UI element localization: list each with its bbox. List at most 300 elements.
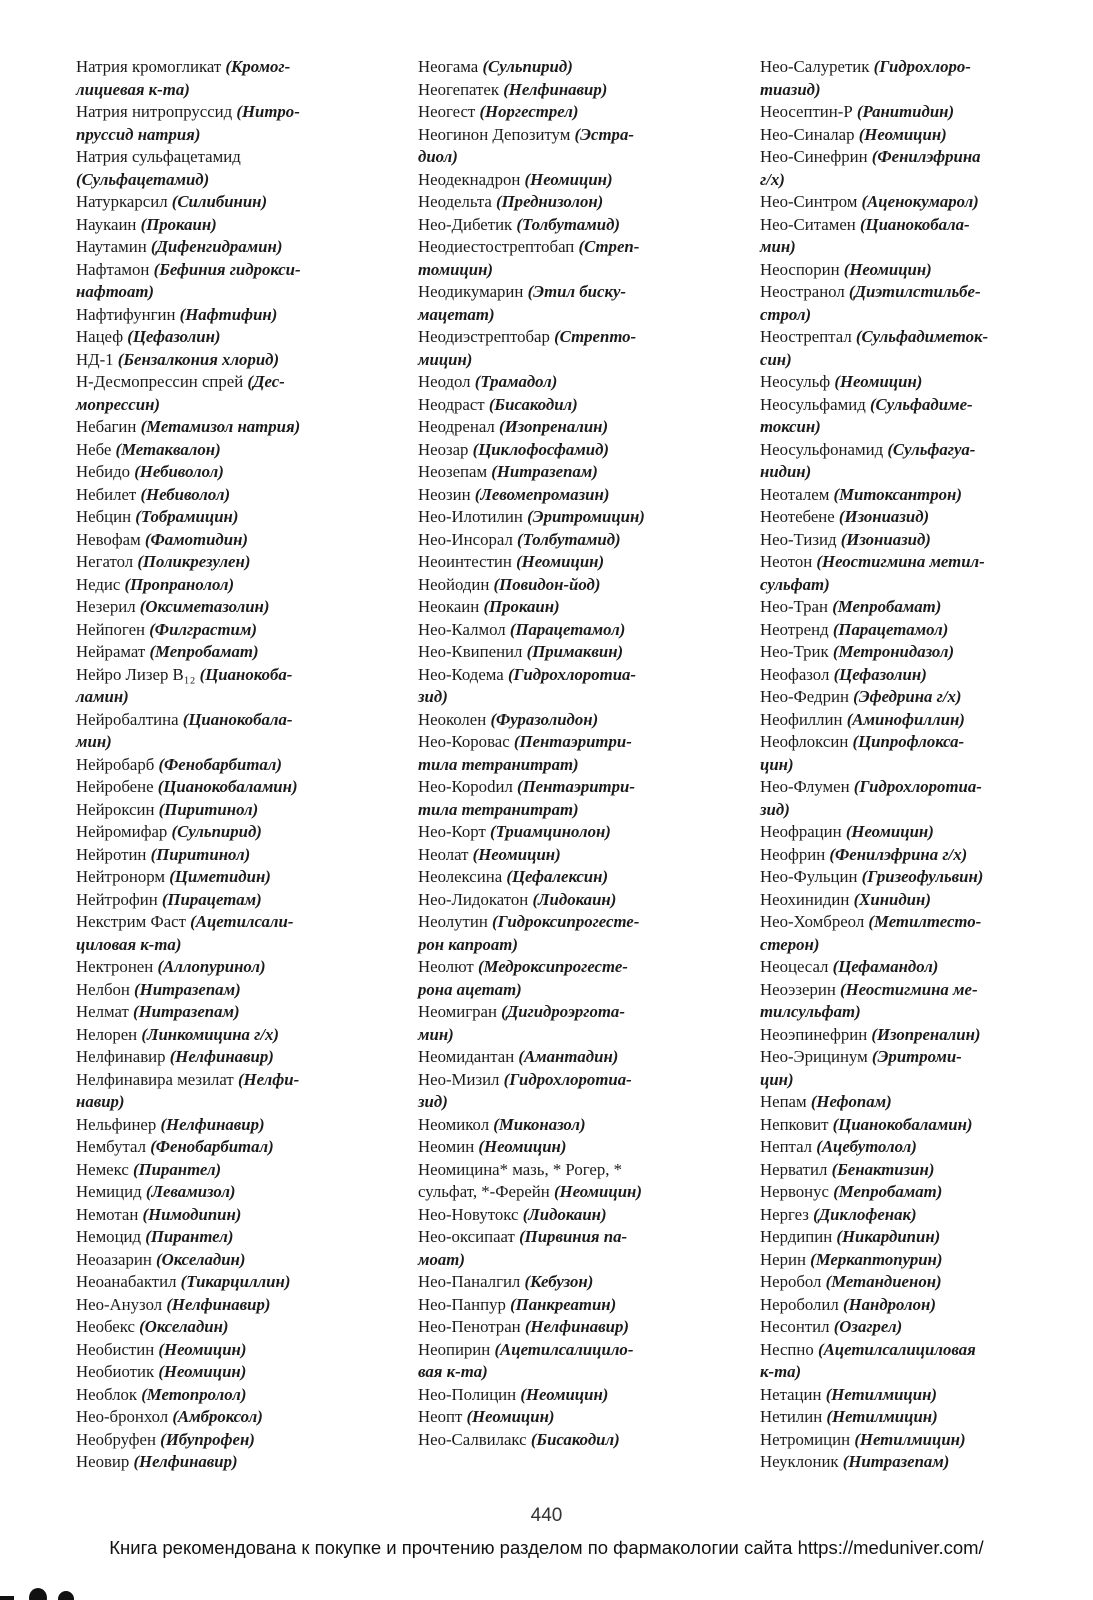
entry-continuation xyxy=(760,416,1070,439)
generic-name: (Диклофенак) xyxy=(813,1204,917,1224)
entry-continuation xyxy=(418,979,718,1002)
entry-continuation xyxy=(76,169,368,192)
trade-name: Нео-Лидокатон xyxy=(418,889,533,909)
trade-name: Необруфен xyxy=(76,1429,161,1449)
index-entry xyxy=(76,776,368,799)
index-entry xyxy=(418,1069,718,1114)
generic-name: (Гидроксипрогесте- xyxy=(492,912,640,931)
index-entry xyxy=(418,101,718,124)
index-entry xyxy=(418,1339,718,1384)
index-entry xyxy=(76,1159,368,1182)
trade-name: Нейтрофин xyxy=(76,889,162,909)
generic-name: (Метамизол натрия) xyxy=(140,417,301,436)
generic-name: (Гидрохлоротиа- xyxy=(503,1069,632,1089)
index-entry xyxy=(418,1406,718,1429)
trade-name: Неофазол xyxy=(760,664,834,684)
generic-name: (Метопролол) xyxy=(141,1384,247,1404)
entry-continuation xyxy=(760,304,1070,327)
generic-name: нафтоат) xyxy=(76,282,154,301)
index-entry xyxy=(418,484,718,507)
generic-name: (Нелфи- xyxy=(237,1069,300,1089)
generic-name: тила тетранитрат) xyxy=(418,799,579,819)
generic-name: (Неомицин) xyxy=(858,124,947,144)
entry-continuation xyxy=(418,146,718,169)
generic-name: (Фенилэфрина г/х) xyxy=(829,844,968,864)
trade-name: Неоспорин xyxy=(760,259,844,279)
index-entry xyxy=(760,124,1070,147)
trade-name: Нетилин xyxy=(760,1407,827,1426)
generic-name: (Нетилмицин) xyxy=(825,1384,937,1404)
trade-name: Нео-Флумен xyxy=(760,777,854,796)
generic-name: цин) xyxy=(760,754,794,774)
generic-name: (Пиритинол) xyxy=(158,799,259,819)
generic-name: (Нелфинавир) xyxy=(524,1317,629,1336)
trade-name: Нервонус xyxy=(760,1182,834,1201)
generic-name: (Ацетилсалициловая xyxy=(817,1339,976,1359)
generic-name: (Нандролон) xyxy=(842,1294,936,1314)
entry-continuation xyxy=(760,1001,1070,1024)
trade-name: Неотебене xyxy=(760,507,839,526)
trade-name: Нео-бронхол xyxy=(76,1407,173,1426)
trade-name: Неостранол xyxy=(760,282,849,301)
index-entry xyxy=(760,1159,1070,1182)
index-entry xyxy=(76,146,368,191)
generic-name: (Прокаин) xyxy=(140,214,217,234)
entry-continuation xyxy=(760,799,1070,822)
trade-name: Нео-Инсорал xyxy=(418,529,518,549)
generic-name: (Ацетилсалицило- xyxy=(494,1339,634,1359)
generic-name: (Норгестрел) xyxy=(479,102,579,121)
index-entry xyxy=(76,754,368,777)
index-entry xyxy=(418,709,718,732)
index-entry xyxy=(760,641,1070,664)
index-entry xyxy=(418,169,718,192)
generic-name: (Цефамандол) xyxy=(832,957,939,976)
trade-name: Немотан xyxy=(76,1204,143,1224)
trade-name: Небцин xyxy=(76,507,136,526)
index-entry xyxy=(76,664,368,709)
generic-name: (Неомицин) xyxy=(516,552,605,571)
trade-name: Нео-Тизид xyxy=(760,529,841,549)
generic-name: (Эритромицин) xyxy=(527,507,645,526)
column-2 xyxy=(418,56,718,1451)
index-entry xyxy=(76,1226,368,1249)
generic-name: (Изопреналин) xyxy=(871,1024,981,1044)
index-entry xyxy=(760,1384,1070,1407)
trade-name: Натуркарсил xyxy=(76,192,172,211)
generic-name: (Мепробамат) xyxy=(832,597,942,616)
generic-name: (Левамизол) xyxy=(145,1182,236,1201)
generic-name: (Гидрохлоро- xyxy=(873,57,971,76)
index-entry xyxy=(418,461,718,484)
generic-name: рона ацетат) xyxy=(418,979,522,999)
trade-name: Неоазарин xyxy=(76,1249,157,1269)
generic-name: (Нелфинавир) xyxy=(133,1452,238,1471)
trade-name: Неосульф xyxy=(760,372,835,391)
entry-continuation xyxy=(76,79,368,102)
trade-name: Негатол xyxy=(76,552,138,571)
generic-name: (Пирвиния па- xyxy=(519,1227,628,1246)
generic-name: (Нелфинавир) xyxy=(169,1047,274,1066)
index-entry xyxy=(760,529,1070,552)
trade-name: Неодиестострептобап xyxy=(418,237,579,256)
trade-name: Нейпоген xyxy=(76,619,150,639)
generic-name: цин) xyxy=(760,1069,794,1089)
index-entry xyxy=(760,709,1070,732)
generic-name: (Тикарциллин) xyxy=(180,1272,291,1291)
trade-name: Нео-Синефрин xyxy=(760,147,872,166)
trade-name: Натрия нитропруссид xyxy=(76,102,237,121)
generic-name: (Линкомицина г/х) xyxy=(141,1024,279,1044)
index-entry xyxy=(760,146,1070,191)
trade-name: Неодельта xyxy=(418,192,497,211)
trade-name: Нейробене xyxy=(76,777,158,796)
index-entry xyxy=(418,1204,718,1227)
entry-continuation xyxy=(760,169,1070,192)
index-entry xyxy=(76,236,368,259)
generic-name: (Дес- xyxy=(247,372,285,391)
trade-name: Нео-Квипенил xyxy=(418,642,527,661)
entry-continuation xyxy=(418,304,718,327)
entry-continuation xyxy=(76,1091,368,1114)
index-entry xyxy=(76,1271,368,1294)
index-entry xyxy=(418,1226,718,1271)
index-entry xyxy=(760,776,1070,821)
trade-name: Неопирин xyxy=(418,1339,495,1359)
generic-name: (Небиволол) xyxy=(134,462,224,481)
trade-name: Нейромифар xyxy=(76,822,172,841)
generic-name: (Триамцинолон) xyxy=(490,822,611,841)
generic-name: тилсульфат) xyxy=(760,1002,861,1021)
trade-name: Неозар xyxy=(418,439,473,459)
generic-name: (Изониазид) xyxy=(840,529,931,549)
index-entry xyxy=(76,596,368,619)
generic-name: сульфат) xyxy=(760,574,830,594)
trade-name: Нельфинер xyxy=(76,1114,161,1134)
generic-name: (Пирантел) xyxy=(133,1159,222,1179)
index-entry xyxy=(76,956,368,979)
trade-name: Нео-Хомбреол xyxy=(760,912,869,931)
index-entry xyxy=(760,214,1070,259)
trade-name: Нейробарб xyxy=(76,754,159,774)
trade-name: Неогама xyxy=(418,57,483,76)
entry-continuation xyxy=(760,934,1070,957)
trade-name: Неоцесал xyxy=(760,957,833,976)
generic-name: мицин) xyxy=(418,349,473,369)
index-entry xyxy=(76,101,368,146)
index-entry xyxy=(418,956,718,1001)
trade-name: Нероболил xyxy=(760,1294,843,1314)
index-entry xyxy=(418,911,718,956)
trade-name: Неотон xyxy=(760,552,817,571)
index-entry xyxy=(76,484,368,507)
generic-name: томицин) xyxy=(418,259,493,279)
generic-name: (Хинидин) xyxy=(853,889,931,909)
index-entry xyxy=(418,889,718,912)
index-entry xyxy=(418,326,718,371)
trade-name: Немоцид xyxy=(76,1227,146,1246)
trade-name: Неозин xyxy=(418,484,475,504)
trade-name: Неоэзерин xyxy=(760,979,840,999)
index-entry xyxy=(760,484,1070,507)
trade-name: Нео-Полицин xyxy=(418,1384,521,1404)
trade-name: Нафтамон xyxy=(76,259,154,279)
index-entry xyxy=(418,529,718,552)
index-entry xyxy=(76,416,368,439)
trade-name: Нео-Салуретик xyxy=(760,57,874,76)
generic-name: (Нимодипин) xyxy=(142,1204,242,1224)
trade-name: Нео-Панпур xyxy=(418,1294,511,1314)
trade-name: Неодикумарин xyxy=(418,282,528,301)
generic-name: (Бисакодил) xyxy=(488,394,578,414)
index-entry xyxy=(76,979,368,1002)
index-entry xyxy=(418,371,718,394)
generic-name: (Прокаин) xyxy=(483,597,560,616)
index-entry xyxy=(76,1046,368,1069)
trade-name: Нео-Паналгил xyxy=(418,1272,525,1291)
index-entry xyxy=(76,1429,368,1452)
trade-name: Неоанабактил xyxy=(76,1272,181,1291)
generic-name: (Неомицин) xyxy=(843,259,932,279)
generic-name: строл) xyxy=(760,304,812,324)
trade-name: Натрия кромогликат xyxy=(76,57,226,76)
generic-name: (Силибинин) xyxy=(171,192,268,211)
generic-name: (Метандиенон) xyxy=(825,1272,942,1291)
generic-name: зид) xyxy=(418,1092,448,1111)
index-entry xyxy=(760,56,1070,101)
trade-name: Нео-Дибетик xyxy=(418,214,517,234)
trade-name: Нембутал xyxy=(76,1137,151,1156)
generic-name: (Стрепто- xyxy=(554,327,637,346)
generic-name: ламин) xyxy=(76,687,129,706)
generic-name: (Озагрел) xyxy=(833,1317,903,1336)
index-entry xyxy=(418,619,718,642)
trade-name: Нео-Трик xyxy=(760,642,833,661)
entry-continuation xyxy=(760,1069,1070,1092)
generic-name: (Эритроми- xyxy=(871,1047,962,1066)
trade-name: Неоколен xyxy=(418,709,491,729)
generic-name: (Нетилмицин) xyxy=(854,1429,966,1449)
generic-name: (Сульфадиме- xyxy=(869,394,973,414)
generic-name: мацетат) xyxy=(418,304,495,324)
trade-name: Неогепатек xyxy=(418,79,504,99)
trade-name: Непам xyxy=(760,1092,811,1111)
index-entry xyxy=(760,821,1070,844)
generic-name: моат) xyxy=(418,1249,465,1269)
entry-continuation xyxy=(760,754,1070,777)
generic-name: (Неомицин) xyxy=(524,169,613,189)
generic-name: (Пропранолол) xyxy=(124,574,235,594)
entry-continuation xyxy=(760,236,1070,259)
generic-name: (Изопреналин) xyxy=(499,417,609,436)
trade-name: Нейротин xyxy=(76,844,151,864)
index-entry xyxy=(760,731,1070,776)
trade-name: Неолат xyxy=(418,844,473,864)
generic-name: (Ацетилсали- xyxy=(190,912,294,931)
generic-name: (Кебузон) xyxy=(524,1272,594,1291)
entry-continuation xyxy=(418,1024,718,1047)
trade-name: Неспно xyxy=(760,1339,818,1359)
index-entry xyxy=(76,1294,368,1317)
trade-name: Немекс xyxy=(76,1159,134,1179)
index-entry xyxy=(760,1046,1070,1091)
generic-name: (Сульфагуа- xyxy=(887,439,976,459)
generic-name: (Фенобарбитал) xyxy=(158,754,282,774)
index-entry xyxy=(418,1114,718,1137)
entry-continuation xyxy=(418,1361,718,1384)
index-entry xyxy=(76,574,368,597)
generic-name: (Фенилэфрина xyxy=(871,147,981,166)
generic-name: (Фенобарбитал) xyxy=(150,1137,274,1156)
trade-name: Неовир xyxy=(76,1452,134,1471)
entry-continuation xyxy=(418,259,718,282)
index-entry xyxy=(418,574,718,597)
trade-name: Неокаин xyxy=(418,597,484,616)
index-entry xyxy=(418,551,718,574)
generic-name: (Лидокаин) xyxy=(522,1204,607,1224)
index-entry xyxy=(760,1339,1070,1384)
index-entry xyxy=(76,439,368,462)
trade-name: Небилет xyxy=(76,484,141,504)
generic-name: (Повидон-йод) xyxy=(493,574,601,594)
generic-name: мопрессин) xyxy=(76,394,160,414)
generic-name: (Аллопуринол) xyxy=(157,957,266,976)
trade-name: Небагин xyxy=(76,417,141,436)
trade-name: Неодраст xyxy=(418,394,489,414)
generic-name: (Пентаэритри- xyxy=(517,777,635,796)
index-entry xyxy=(76,371,368,416)
generic-name: мин) xyxy=(418,1024,454,1044)
entry-continuation xyxy=(76,124,368,147)
generic-name: (Диэтилстильбе- xyxy=(848,282,981,301)
index-entry xyxy=(76,529,368,552)
index-entry xyxy=(760,866,1070,889)
trade-name: Неострептал xyxy=(760,327,856,346)
index-entry xyxy=(760,371,1070,394)
index-entry xyxy=(760,911,1070,956)
generic-name: (Тобрамицин) xyxy=(135,507,239,526)
entry-continuation xyxy=(760,79,1070,102)
generic-name: (Сульфадиметок- xyxy=(855,327,989,346)
generic-name: (Нитразепам) xyxy=(134,979,241,999)
generic-name: (Ибупрофен) xyxy=(160,1429,255,1449)
trade-name: Неофрацин xyxy=(760,822,846,841)
generic-name: к-та) xyxy=(760,1362,802,1381)
trade-name: Немицид xyxy=(76,1182,146,1201)
trade-name: Неомин xyxy=(418,1137,479,1156)
trade-name: Неосульфамид xyxy=(760,394,870,414)
generic-name: лициевая к-та) xyxy=(76,79,190,99)
generic-name: (Небиволол) xyxy=(140,484,231,504)
generic-name: пруссид натрия) xyxy=(76,124,201,144)
trade-name: Нео-Кодема xyxy=(418,664,508,684)
trade-name: Неофиллин xyxy=(760,709,847,729)
index-entry xyxy=(418,866,718,889)
index-entry xyxy=(76,709,368,754)
index-entry xyxy=(418,1001,718,1046)
generic-name: (Метилтесто- xyxy=(868,912,982,931)
index-entry xyxy=(760,1294,1070,1317)
trade-name: Неодиэстрептобар xyxy=(418,327,555,346)
generic-name: (Цианокобала- xyxy=(859,214,970,234)
generic-name: (Бензалкония хлорид) xyxy=(117,349,280,369)
generic-name: (Митоксантрон) xyxy=(833,484,962,504)
index-entry xyxy=(76,304,368,327)
index-entry xyxy=(76,1361,368,1384)
trade-name: Необлок xyxy=(76,1384,142,1404)
generic-name: (Аминофиллин) xyxy=(846,709,965,729)
index-entry xyxy=(418,641,718,664)
trade-name: Нео-Салвилакс xyxy=(418,1429,531,1449)
entry-continuation xyxy=(418,934,718,957)
index-entry xyxy=(76,866,368,889)
generic-name: (Окселадин) xyxy=(139,1317,229,1336)
generic-name: стерон) xyxy=(760,934,820,954)
trade-name: Нетромицин xyxy=(760,1429,855,1449)
trade-name: Наутамин xyxy=(76,237,151,256)
entry-continuation xyxy=(76,394,368,417)
generic-name: (Бисакодил) xyxy=(530,1429,620,1449)
generic-name: (Неомицин) xyxy=(845,822,934,841)
index-entry xyxy=(76,326,368,349)
trade-name: Нео-Фульцин xyxy=(760,867,862,886)
trade-name: Нейтронорм xyxy=(76,867,170,886)
trade-name: Нео-Анузол xyxy=(76,1294,167,1314)
generic-name: (Гризеофульвин) xyxy=(861,867,984,886)
trade-name: Нептал xyxy=(760,1137,817,1156)
trade-name: Нео-Корт xyxy=(418,822,490,841)
trade-name: Неоталем xyxy=(760,484,834,504)
index-entry xyxy=(760,101,1070,124)
generic-name: тила тетранитрат) xyxy=(418,754,579,774)
generic-name: (Медроксипрогесте- xyxy=(477,957,628,976)
trade-name: Невофам xyxy=(76,529,145,549)
trade-name: Нейро Лизер B₁₂ xyxy=(76,664,200,684)
trade-name: Неуклоник xyxy=(760,1452,843,1471)
trade-name: сульфат, *-Ферейн xyxy=(418,1182,554,1201)
generic-name: зид) xyxy=(760,799,790,819)
generic-name: (Толбутамид) xyxy=(516,214,621,234)
entry-continuation xyxy=(760,574,1070,597)
index-entry xyxy=(760,1024,1070,1047)
entry-continuation xyxy=(76,731,368,754)
trade-name: Нелфинавир xyxy=(76,1047,170,1066)
generic-name: (Нефопам) xyxy=(810,1092,892,1111)
trade-name: Нелорен xyxy=(76,1024,142,1044)
generic-name: вая к-та) xyxy=(418,1362,488,1381)
generic-name: рон капроат) xyxy=(418,934,518,954)
generic-name: (Нелфинавир) xyxy=(503,79,608,99)
index-entry xyxy=(760,686,1070,709)
generic-name: (Дигидроэрготa- xyxy=(501,1002,625,1021)
entry-continuation xyxy=(76,934,368,957)
trade-name: Неойодин xyxy=(418,574,494,594)
trade-name: Неозепам xyxy=(418,462,492,481)
generic-name: (Меркаптопурин) xyxy=(810,1249,943,1269)
generic-name: мин) xyxy=(76,732,112,751)
generic-name: (Парацетамол) xyxy=(509,619,626,639)
generic-name: (Мепробамат) xyxy=(833,1182,943,1201)
index-entry xyxy=(418,214,718,237)
trade-name: Нердипин xyxy=(760,1227,837,1246)
index-entry xyxy=(760,844,1070,867)
generic-name: г/х) xyxy=(760,169,785,189)
generic-name: (Неомицин) xyxy=(520,1384,609,1404)
index-entry xyxy=(760,394,1070,439)
generic-name: (Изониазид) xyxy=(838,507,930,526)
generic-name: (Цефазолин) xyxy=(833,664,927,684)
generic-name: (Ацебутолол) xyxy=(816,1137,917,1156)
